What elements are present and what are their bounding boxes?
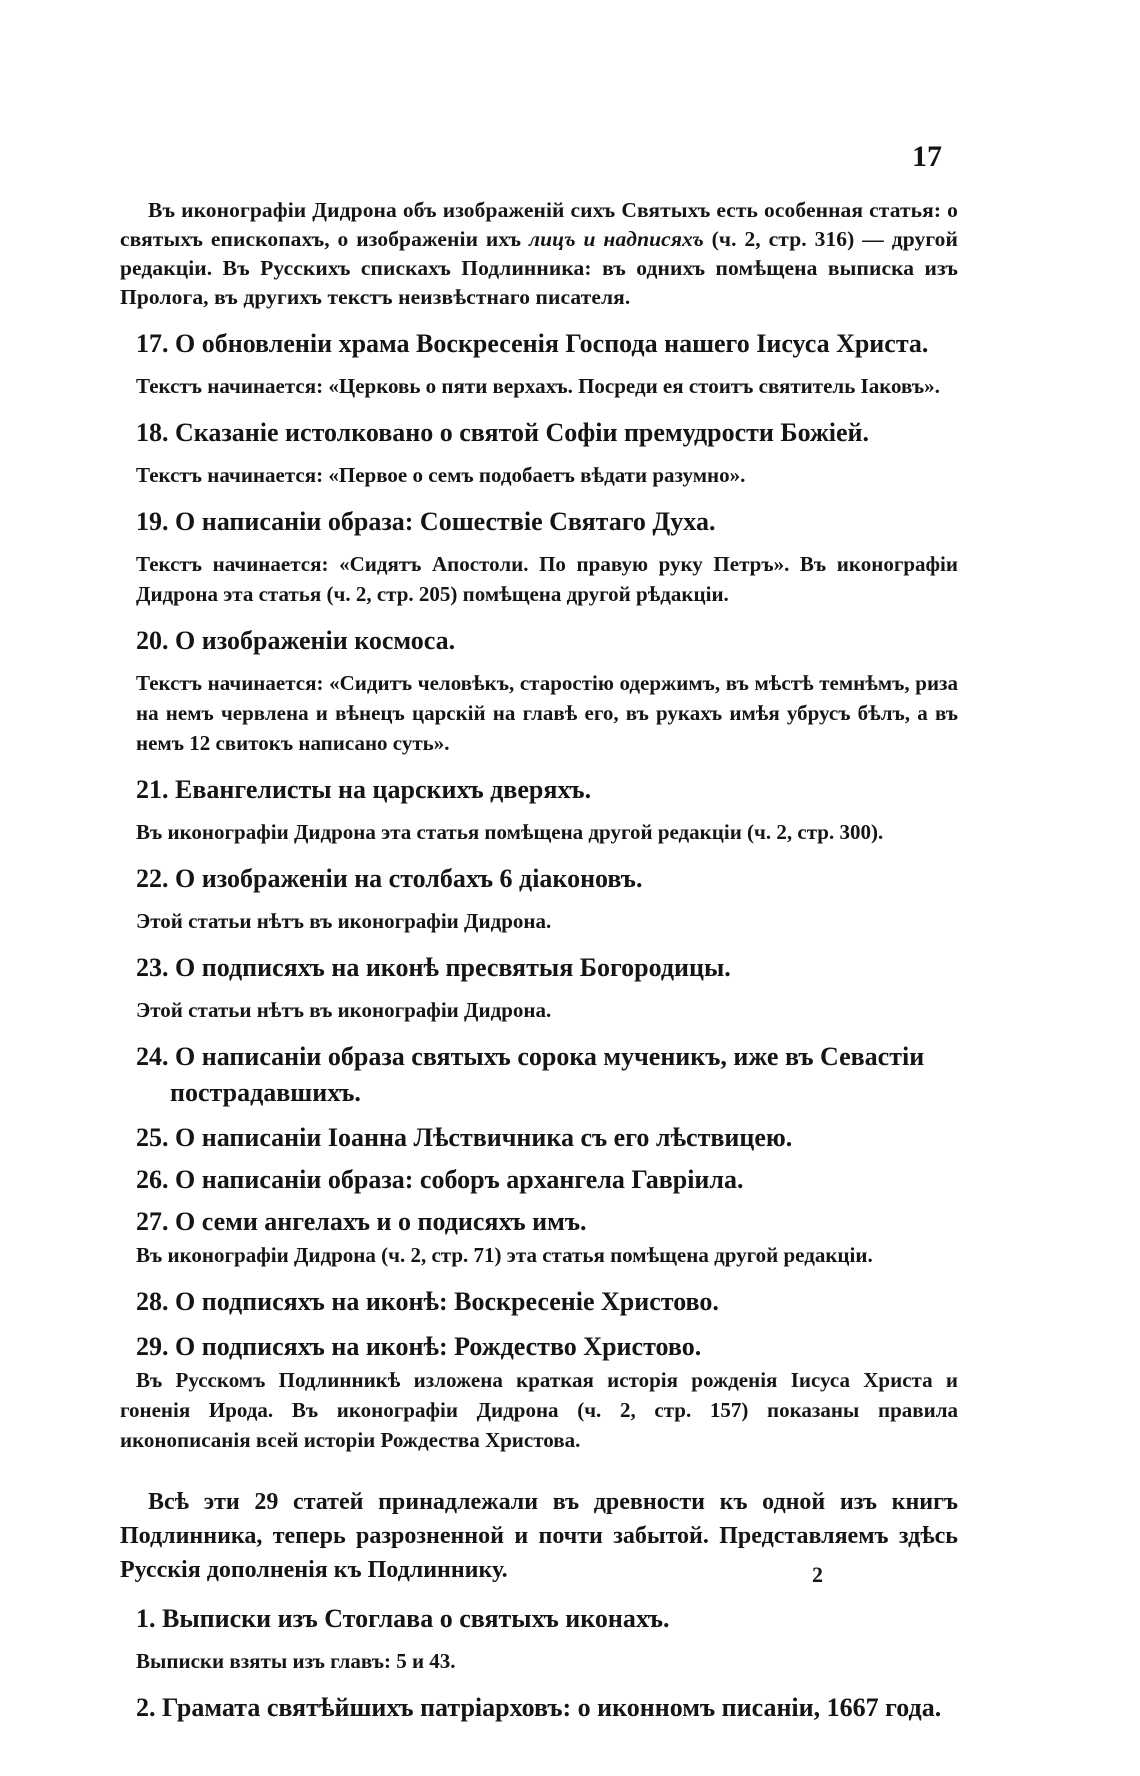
item-22-title: 22. О изображеніи на столбахъ 6 діаконовъ. [136,864,643,893]
item-28-title: 28. О подписяхъ на иконѣ: Воскресеніе Христово. [136,1287,719,1316]
item-29-note: Въ Русскомъ Подлинникѣ изложена краткая исторія рожденія Іисуса Христа и гоненія Ирода. Въ иконографіи Дидрона (ч. 2, стр. 157) показаны правила иконописанія всей исторіи Рождества Христова. [120,1368,958,1452]
item-23-note: Этой статьи нѣтъ въ иконографіи Дидрона. [136,998,552,1022]
supplement-1-title: 1. Выписки изъ Стоглава о святыхъ иконахъ. [136,1604,670,1633]
signature-mark: 2 [812,1562,823,1587]
page-body [120,196,958,1735]
item-24-title: 24. О написаніи образа святыхъ сорока мученикъ, иже въ Севастіи пострадавшихъ. [136,1042,925,1107]
intro-paragraph [120,196,958,312]
item-27-title: 27. О семи ангелахъ и о подисяхъ имъ. [136,1207,587,1236]
item-18-note: Текстъ начинается: «Первое о семъ подобаетъ вѣдати разумно». [136,463,746,487]
item-27-note: Въ иконографіи Дидрона (ч. 2, стр. 71) эта статья помѣщена другой редакціи. [136,1243,873,1267]
supplement-2-title: 2. Грамата святѣйшихъ патріарховъ: о иконномъ писаніи, 1667 года. [136,1693,942,1722]
intro-italic-phrase: лицъ и надписяхъ [528,227,704,251]
item-21-title: 21. Евангелисты на царскихъ дверяхъ. [136,775,592,804]
item-17-note: Текстъ начинается: «Церковь о пяти верхахъ. Посреди ея стоитъ святитель Іаковъ». [136,374,940,398]
item-26-title: 26. О написаніи образа: соборъ архангела Гавріила. [136,1165,744,1194]
intro-text-before: Въ иконографіи Дидрона объ изображеній сихъ Святыхъ есть особенная статья: о святыхъ епископахъ, о изображеніи ихъ [120,198,958,251]
item-20-title: 20. О изображеніи космоса. [136,626,456,655]
intro-text-after: (ч. 2, стр. 316) — другой редакціи. Въ Русскихъ спискахъ Подлинника: въ однихъ помѣщена выписка изъ Пролога, въ другихъ текстъ неизвѣстнаго писателя. [120,227,958,309]
page-number: 17 [912,140,942,173]
item-19-title: 19. О написаніи образа: Сошествіе Святаго Духа. [136,507,716,536]
item-29-title: 29. О подписяхъ на иконѣ: Рождество Христово. [136,1332,702,1361]
item-21-note: Въ иконографіи Дидрона эта статья помѣщена другой редакціи (ч. 2, стр. 300). [136,820,884,844]
closing-paragraph: Всѣ эти 29 статей принадлежали въ древности къ одной изъ книгъ Подлинника, теперь разрозненной и почти забытой. Представляемъ здѣсь Русскія дополненія къ Подлиннику. [120,1489,958,1583]
supplement-1-note: Выписки взяты изъ главъ: 5 и 43. [136,1649,456,1673]
item-19-note: Текстъ начинается: «Сидятъ Апостоли. По правую руку Петръ». Въ иконографіи Дидрона эта статья (ч. 2, стр. 205) помѣщена другой рѣдакціи. [136,552,958,606]
item-17-title: 17. О обновленіи храма Воскресенія Господа нашего Іисуса Христа. [136,329,929,358]
item-22-note: Этой статьи нѣтъ въ иконографіи Дидрона. [136,909,552,933]
item-25-title: 25. О написаніи Іоанна Лѣствичника съ его лѣствицею. [136,1123,793,1152]
item-18-title: 18. Сказаніе истолковано о святой Софіи премудрости Божіей. [136,418,870,447]
item-20-note: Текстъ начинается: «Сидитъ человѣкъ, старостію одержимъ, въ мѣстѣ темнѣмъ, риза на немъ червлена и вѣнецъ царскій на главѣ его, въ рукахъ имѣя убрусъ бѣлъ, а въ немъ 12 свитокъ написано суть». [136,671,958,755]
item-23-title: 23. О подписяхъ на иконѣ пресвятыя Богородицы. [136,953,731,982]
